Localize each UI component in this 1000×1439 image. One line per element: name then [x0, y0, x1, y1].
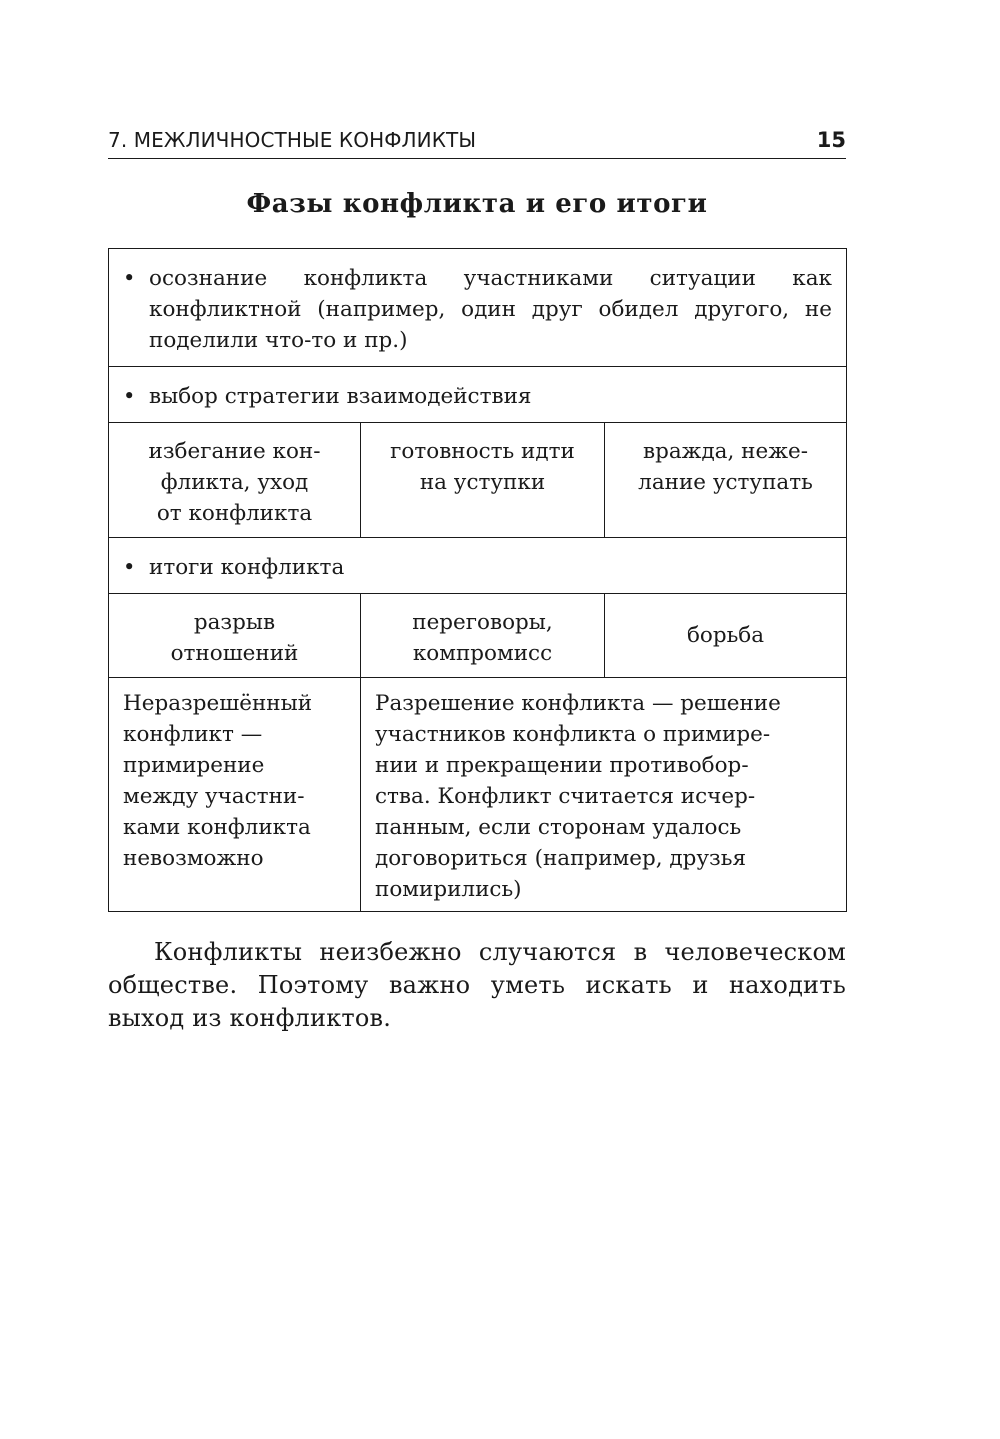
unresolved-line: ками конфликта: [123, 815, 311, 840]
strategy-concession-line: на уступки: [419, 470, 546, 495]
outcome-breakup-line: отношений: [170, 641, 299, 666]
phase-awareness-text: осознание конфликта участниками ситуации как конфликтной (например, один друг обидел другого, не поделили что-то и пр.): [149, 266, 832, 353]
outcome-negotiation-line: компромисс: [412, 641, 553, 666]
phase-strategy-text: выбор стратегии взаимодействия: [149, 384, 532, 409]
strategy-hostility-line: лание уступать: [638, 470, 813, 495]
running-head-section: 7. МЕЖЛИЧНОСТНЫЕ КОНФЛИКТЫ: [108, 128, 477, 152]
outcome-negotiation-cell: [361, 594, 605, 678]
page-title: Фазы конфликта и его итоги: [246, 189, 708, 219]
resolution-line: нии и прекращении противобор-: [375, 753, 749, 778]
table-row: [109, 538, 847, 594]
strategy-concession-cell: [361, 423, 605, 538]
resolution-line: помирились): [375, 877, 522, 902]
strategy-avoidance-line: от конфликта: [156, 501, 313, 526]
strategy-avoidance-line: избегание кон-: [148, 439, 321, 464]
strategy-hostility-line: вражда, неже-: [642, 439, 808, 464]
table-row: [109, 594, 847, 678]
unresolved-conflict-cell: [109, 678, 361, 912]
body-paragraph: Конфликты неизбежно случаются в человеческом обществе. Поэтому важно уметь искать и находить выход из конфликтов.: [108, 938, 846, 1032]
bullet-icon: •: [123, 266, 136, 290]
resolution-line: Разрешение конфликта — решение: [375, 691, 781, 716]
conflict-phases-table: [108, 248, 847, 912]
unresolved-line: конфликт —: [123, 722, 263, 747]
phase-outcomes-text: итоги конфликта: [149, 555, 345, 580]
table-row: [109, 367, 847, 423]
conflict-resolution-cell: [361, 678, 847, 912]
bullet-icon: •: [123, 384, 136, 408]
page-number: 15: [816, 128, 846, 152]
strategy-hostility-cell: [605, 423, 847, 538]
unresolved-line: между участни-: [123, 784, 305, 809]
outcome-breakup-line: разрыв: [193, 610, 276, 635]
bullet-icon: •: [123, 555, 136, 579]
outcome-breakup-cell: [109, 594, 361, 678]
resolution-line: ства. Конфликт считается исчер-: [375, 784, 756, 809]
phase-outcomes-cell: [109, 538, 847, 594]
phase-strategy-cell: [109, 367, 847, 423]
table-row: [109, 249, 847, 367]
resolution-line: договориться (например, друзья: [375, 846, 747, 871]
outcome-struggle-cell: [605, 594, 847, 678]
resolution-line: участников конфликта о примире-: [375, 722, 771, 747]
phase-awareness-cell: [109, 249, 847, 367]
outcome-negotiation-line: переговоры,: [412, 610, 553, 635]
outcome-struggle-line: борьба: [686, 623, 765, 648]
strategy-avoidance-cell: [109, 423, 361, 538]
unresolved-line: невозможно: [123, 846, 264, 871]
strategy-avoidance-line: фликта, уход: [160, 470, 309, 495]
running-head: [108, 124, 846, 159]
strategy-concession-line: готовность идти: [390, 439, 575, 464]
unresolved-line: примирение: [123, 753, 265, 778]
resolution-line: панным, если сторонам удалось: [375, 815, 742, 840]
table-row: [109, 423, 847, 538]
unresolved-line: Неразрешённый: [123, 691, 313, 716]
table-row: [109, 678, 847, 912]
